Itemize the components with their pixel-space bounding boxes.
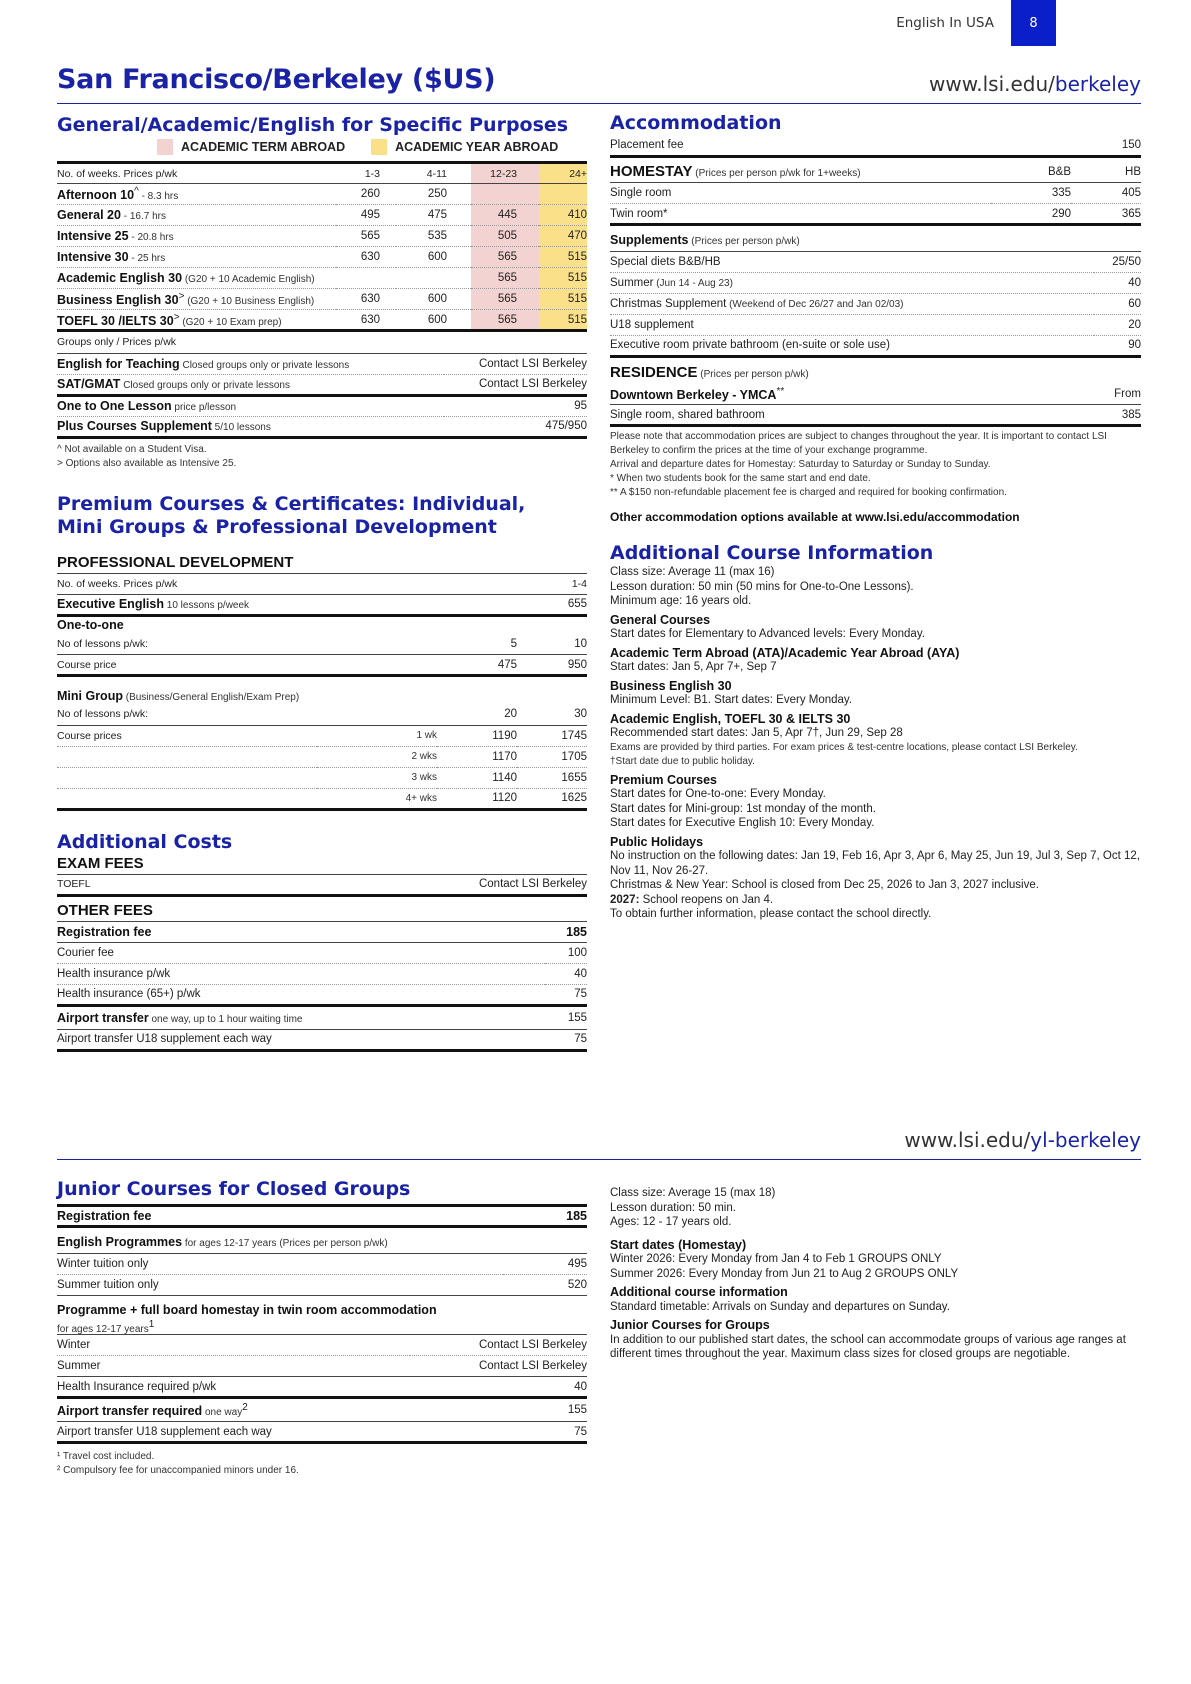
table-row: Winter Contact LSI Berkeley bbox=[57, 1335, 587, 1356]
table-row: Registration fee 185 bbox=[57, 1206, 587, 1227]
page-header bbox=[57, 62, 1141, 104]
homestay-table: HOMESTAY (Prices per person p/wk for 1+weeks) B&B HB Single room 335 405 Twin room* 290 365 bbox=[610, 162, 1141, 227]
other-fees-heading: OTHER FEES bbox=[57, 901, 153, 919]
table-row: TOEFL Contact LSI Berkeley bbox=[57, 874, 587, 895]
junior-english-table: English Programmes for ages 12-17 years (Prices per person p/wk) Winter tuition only 495 Summer tuition only 520 bbox=[57, 1232, 587, 1296]
ata-swatch-icon bbox=[157, 139, 173, 155]
junior-url-link[interactable]: www.lsi.edu/yl-berkeley bbox=[904, 1128, 1141, 1152]
junior-left-column bbox=[57, 1178, 587, 1478]
premium-heading-1: Premium Courses & Certificates: Individual, bbox=[57, 492, 526, 515]
table-row: Intensive 25 - 20.8 hrs 565 535 505 470 bbox=[57, 226, 587, 247]
supplements-table: Supplements (Prices per person p/wk) Special diets B&B/HB 25/50 Summer (Jun 14 - Aug 23) 40 Christmas Supplement (Weekend of Dec 26/27 and Jan 02/03) 60 U18 supplement 20 Executive room private bathroom (en-suite or sole use) 90 bbox=[610, 230, 1141, 358]
table-row: Placement fee 150 bbox=[610, 135, 1141, 156]
table-row: Summer Contact LSI Berkeley bbox=[57, 1356, 587, 1377]
table-row: SAT/GMAT Closed groups only or private lessons Contact LSI Berkeley bbox=[57, 374, 587, 395]
table-row: Intensive 30 - 25 hrs 630 600 565 515 bbox=[57, 247, 587, 268]
table-row: Health insurance (65+) p/wk 75 bbox=[57, 984, 587, 1005]
table-row: Single room, shared bathroom 385 bbox=[610, 405, 1141, 426]
exam-fees-table bbox=[57, 874, 587, 897]
junior-programme-table: Programme + full board homestay in twin room accommodation for ages 12-17 years$^1$ Winter Contact LSI Berkeley Summer Contact LSI Berkeley Health Insurance required p/wk 40 Airport transfer required one way$^2$ 155 Airport transfer U18 supplement each way 75 bbox=[57, 1302, 587, 1445]
groups-header: Groups only / Prices p/wk bbox=[57, 332, 444, 353]
right-column bbox=[610, 112, 1141, 922]
groups-price-table bbox=[57, 332, 587, 439]
junior-registration-table bbox=[57, 1204, 587, 1228]
page-title: San Francisco/Berkeley ($US) bbox=[57, 64, 496, 95]
legend-ata: ACADEMIC TERM ABROAD bbox=[157, 139, 345, 155]
residence-table: RESIDENCE (Prices per person p/wk) Downtown Berkeley - YMCA** From Single room, shared bathroom 385 bbox=[610, 362, 1141, 428]
professional-development-heading: PROFESSIONAL DEVELOPMENT bbox=[57, 553, 294, 571]
table-row: 2 wks 1170 1705 bbox=[57, 746, 587, 767]
table-row: Airport transfer one way, up to 1 hour waiting time 155 bbox=[57, 1005, 587, 1029]
table-row: Afternoon 10^ - 8.3 hrs 260 250 bbox=[57, 184, 587, 205]
table-row: TOEFL 30 /IELTS 30> (G20 + 10 Exam prep) 630 600 565 515 bbox=[57, 310, 587, 331]
table-row: Airport transfer U18 supplement each way 75 bbox=[57, 1029, 587, 1050]
price-legend bbox=[157, 137, 587, 157]
page-brand-bar bbox=[896, 0, 1006, 46]
table-row: Health insurance p/wk 40 bbox=[57, 963, 587, 984]
table-row: Executive English 10 lessons p/week 655 bbox=[57, 594, 587, 615]
premium-heading-2: Mini Groups & Professional Development bbox=[57, 515, 497, 538]
table-row: Course prices 1 wk 1190 1745 bbox=[57, 725, 587, 746]
course-info-heading: Additional Course Information bbox=[610, 542, 934, 564]
general-price-table bbox=[57, 161, 587, 332]
junior-header bbox=[57, 1118, 1141, 1160]
table-row: Summer tuition only 520 bbox=[57, 1274, 587, 1295]
mini-group-table: Mini Group (Business/General English/Exam Prep) No of lessons p/wk: 20 30 Course prices 1 wk 1190 1745 2 wks 1170 1705 3 wks 1140 1655 4+ wks 1120 1625 bbox=[57, 687, 587, 811]
exam-fees-heading: EXAM FEES bbox=[57, 854, 144, 872]
table-row: English for Teaching Closed groups only or private lessons Contact LSI Berkeley bbox=[57, 353, 587, 374]
table-row: 4+ wks 1120 1625 bbox=[57, 788, 587, 809]
table-row: Executive room private bathroom (en-suite or sole use) 90 bbox=[610, 335, 1141, 356]
other-accommodation-link[interactable]: Other accommodation options available at www.lsi.edu/accommodation bbox=[610, 510, 1020, 524]
table-row: U18 supplement 20 bbox=[610, 314, 1141, 335]
accommodation-heading: Accommodation bbox=[610, 112, 782, 134]
left-column bbox=[57, 114, 587, 1052]
junior-right-column bbox=[610, 1186, 1141, 1362]
table-row: Special diets B&B/HB 25/50 bbox=[610, 251, 1141, 272]
table-row: One to One Lesson price p/lesson 95 bbox=[57, 395, 587, 416]
junior-footnotes: ¹ Travel cost included. ² Compulsory fee for unaccompanied minors under 16. bbox=[57, 1451, 299, 1477]
table-row: Business English 30> (G20 + 10 Business English) 630 600 565 515 bbox=[57, 289, 587, 310]
table-row: Airport transfer U18 supplement each way 75 bbox=[57, 1422, 587, 1443]
table-row: Registration fee 185 bbox=[57, 921, 587, 942]
one-to-one-table: One-to-one No of lessons p/wk: 5 10 Course price 475 950 bbox=[57, 617, 587, 678]
general-footnotes: ^ Not available on a Student Visa. > Options also available as Intensive 25. bbox=[57, 443, 237, 469]
accommodation-notes: Please note that accommodation prices are subject to changes throughout the year. It is important to contact LSI Berkeley to confirm the prices at the time of your exchange programme. Arrival and departure dates for Homestay: Saturday to Saturday or Sunday to Sunday. * When two students book for the same start and end date. ** A $150 non-refundable placement fee is charged and required for booking confirmation. bbox=[610, 431, 1107, 498]
table-row: Twin room* 290 365 bbox=[610, 204, 1141, 225]
legend-aya: ACADEMIC YEAR ABROAD bbox=[371, 139, 558, 155]
junior-info-body: Class size: Average 15 (max 18) Lesson duration: 50 min. Ages: 12 - 17 years old. Start dates (Homestay) Winter 2026: Every Monday from Jan 4 to Feb 1 GROUPS ONLY Summer 2026: Every Monday from Jun 21 to Aug 2 GROUPS ONLY Additional course information Standard timetable: Arrivals on Sunday and departures on Sunday. Junior Courses for Groups In addition to our published start dates, the school can accommodate groups of various age ranges at different times throughout the year. Maximum class sizes for closed groups are negotiable. bbox=[610, 1187, 1126, 1360]
general-courses-heading: General/Academic/English for Specific Purposes bbox=[57, 114, 569, 136]
brand-label: English In USA bbox=[896, 15, 994, 31]
table-row: 3 wks 1140 1655 bbox=[57, 767, 587, 788]
other-fees-table bbox=[57, 921, 587, 1052]
school-url-link[interactable]: www.lsi.edu/berkeley bbox=[929, 72, 1141, 96]
table-row: Plus Courses Supplement 5/10 lessons 475/950 bbox=[57, 416, 587, 437]
table-row: Academic English 30 (G20 + 10 Academic English) 565 515 bbox=[57, 268, 587, 289]
table-row: General 20 - 16.7 hrs 495 475 445 410 bbox=[57, 205, 587, 226]
table-row: Winter tuition only 495 bbox=[57, 1253, 587, 1274]
page-number-badge: 8 bbox=[1011, 0, 1056, 46]
table-row: Courier fee 100 bbox=[57, 942, 587, 963]
course-info-body: Class size: Average 11 (max 16) Lesson duration: 50 min (50 mins for One-to-One Lessons). Minimum age: 16 years old. General Courses Start dates for Elementary to Advanced levels: Every Monday. Academic Term Abroad (ATA)/Academic Year Abroad (AYA) Start dates: Jan 5, Apr 7+, Sep 7 Business English 30 Minimum Level: B1. Start dates: Every Monday. Academic English, TOEFL 30 & IELTS 30 Recommended start dates: Jan 5, Apr 7†, Jun 29, Sep 28 Exams are provided by third parties. For exam prices & test-centre locations, please contact LSI Berkeley. †Start date due to public holiday. Premium Courses Start dates for One-to-one: Every Monday. Start dates for Mini-group: 1st monday of the month. Start dates for Executive English 10: Every Monday. Public Holidays No instruction on the following dates: Jan 19, Feb 16, Apr 3, Apr 6, May 25, Jun 19, Jul 3, Sep 7, Oct 12, Nov 11, Nov 26-27. Christmas & New Year: School is closed from Dec 25, 2026 to Jan 3, 2027 inclusive. 2027: School reopens on Jan 4. To obtain further information, please contact the school directly. bbox=[610, 566, 1140, 920]
table-row: Course price 475 950 bbox=[57, 655, 587, 676]
table-row: Summer (Jun 14 - Aug 23) 40 bbox=[610, 272, 1141, 293]
junior-heading: Junior Courses for Closed Groups bbox=[57, 1178, 411, 1200]
additional-costs-heading: Additional Costs bbox=[57, 830, 233, 853]
table-row: Single room 335 405 bbox=[610, 183, 1141, 204]
professional-development-table: No. of weeks. Prices p/wk 1-4 Executive English 10 lessons p/week 655 bbox=[57, 573, 587, 617]
table-row: Christmas Supplement (Weekend of Dec 26/27 and Jan 02/03) 60 bbox=[610, 293, 1141, 314]
table-row: Airport transfer required one way$^2$ 155 bbox=[57, 1398, 587, 1422]
table-row: Health Insurance required p/wk 40 bbox=[57, 1377, 587, 1398]
table-header-row: No. of weeks. Prices p/wk 1-3 4-11 12-23 24+ bbox=[57, 163, 587, 184]
placement-fee-table bbox=[610, 135, 1141, 158]
aya-swatch-icon bbox=[371, 139, 387, 155]
